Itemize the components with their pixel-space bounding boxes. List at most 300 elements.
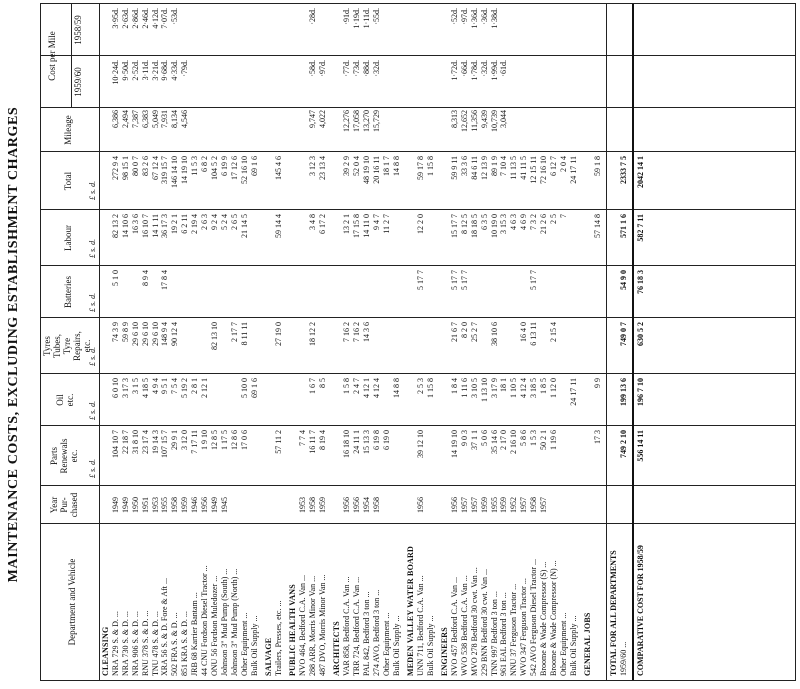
cell-cpm1: 2·52d. <box>130 60 140 81</box>
header-department: Department and Vehicle <box>67 558 77 646</box>
cell-labour: 10 19 0 <box>489 214 499 238</box>
cell-year: 1955 <box>489 497 499 513</box>
cell-year: 1951 <box>140 497 150 513</box>
cell-batteries: 5 1 0 <box>110 270 120 286</box>
cell-tyres: 82 13 10 <box>209 322 219 350</box>
column-rule <box>41 265 795 266</box>
cell-oil: 7 5 4 <box>170 378 180 394</box>
cell-cpm2: 2·63d. <box>120 8 130 29</box>
cell-total: 24 17 11 <box>568 156 578 184</box>
cell-parts: 2 16 10 <box>509 430 519 454</box>
cell-tyres: 16 4 0 <box>519 322 529 342</box>
cell-mileage: 6,383 <box>140 110 150 128</box>
cell-name: 229 BNN Bedford 30 cwt. Van ... <box>479 569 489 676</box>
column-rule <box>41 485 795 486</box>
cell-name: NRA 729 S. & D. ... <box>110 611 120 676</box>
cell-name: TRR 724, Bedford C.A. Van ... <box>351 576 361 676</box>
cell-year: 1957 <box>469 497 479 513</box>
cell-year: 1959 <box>180 497 190 513</box>
header-tyres <box>42 318 92 374</box>
cell-parts: 9 0 3 <box>459 430 469 446</box>
header-cost-per-mile: Cost per Mile <box>47 31 57 81</box>
cell-cpm2: 4·12d. <box>150 8 160 29</box>
column-rule <box>41 425 795 426</box>
cell-tyres: 29 6 10 <box>140 322 150 346</box>
cell-oil: 1 10 5 <box>509 378 519 398</box>
cell-oil: 1 13 10 <box>479 378 489 402</box>
totals-rule <box>606 4 607 680</box>
cell-total: 72 16 10 <box>539 156 549 184</box>
comparative-batteries: 76 18 3 <box>636 270 646 294</box>
cell-total: 48 19 10 <box>361 156 371 184</box>
column-rule <box>41 55 795 56</box>
unit-parts: £ s. d. <box>88 458 97 478</box>
cell-name: NRA 730 S. & D. ... <box>120 611 130 676</box>
cell-year: 1958 <box>529 497 539 513</box>
section-title: MEDEN VALLEY WATER BOARD <box>405 546 415 676</box>
cell-tyres: 7 16 2 <box>342 322 352 342</box>
totals-sublabel: 1959/60 ... <box>619 641 629 676</box>
cell-total: 80 0 7 <box>130 156 140 176</box>
cell-cpm2: ·55d. <box>371 8 381 25</box>
cell-oil: 1 12 0 <box>548 378 558 398</box>
cell-tyres: 8 11 11 <box>239 322 249 346</box>
cell-total: 84 6 11 <box>469 156 479 180</box>
column-rule <box>41 107 795 108</box>
cell-oil: 69 1 6 <box>249 378 259 398</box>
cell-total: 14 8 8 <box>391 156 401 176</box>
cell-oil: 3 18 5 <box>529 378 539 398</box>
header-tyres-line: Tubes, <box>52 334 62 358</box>
cell-total: 18 1 7 <box>381 156 391 176</box>
cell-labour: 11 2 7 <box>381 214 391 234</box>
cell-total: 145 4 6 <box>273 156 283 180</box>
cell-tyres: 21 6 7 <box>449 322 459 342</box>
cell-cpm1: ·32d. <box>479 60 489 77</box>
cell-cpm2: ·28d. <box>307 8 317 25</box>
cell-year: 1956 <box>351 497 361 513</box>
cell-labour: 3 15 3 <box>499 214 509 234</box>
cell-batteries: 8 9 4 <box>140 270 150 286</box>
cell-cpm2: 1·38d. <box>489 8 499 29</box>
cell-cpm2: ·91d. <box>342 8 352 25</box>
cell-parts: 17 3 <box>593 430 603 444</box>
cell-total: 89 1 9 <box>489 156 499 176</box>
cell-labour: 57 14 8 <box>593 214 603 238</box>
cell-labour: 13 2 1 <box>342 214 352 234</box>
cell-oil: 1 8 5 <box>539 378 549 394</box>
cell-year: 1946 <box>190 497 200 513</box>
cell-name: WVO 538 Bedford C.A. Van ... <box>459 575 469 676</box>
cell-name: Other Equipment ... <box>558 612 568 676</box>
cell-mileage: 17,058 <box>351 110 361 132</box>
cell-cpm1: ·61d. <box>499 60 509 77</box>
cell-mileage: 5,049 <box>150 110 160 128</box>
cell-oil: 6 0 10 <box>110 378 120 398</box>
cell-labour: 15 17 7 <box>449 214 459 238</box>
cell-parts: 2 17 0 <box>499 430 509 450</box>
cell-mileage: 7,931 <box>160 110 170 128</box>
cell-total: 83 2 6 <box>140 156 150 176</box>
header-parts-line: Parts <box>49 447 59 465</box>
header-cpm-1958: 1958/59 <box>73 15 83 45</box>
cell-total: 104 5 2 <box>209 156 219 180</box>
cell-oil: 3 1 5 <box>130 378 140 394</box>
cell-mileage: 4,022 <box>317 110 327 128</box>
header-year-line: Pur- <box>59 497 69 513</box>
cell-tyres: 7 16 2 <box>351 322 361 342</box>
cell-parts: 16 18 10 <box>342 430 352 458</box>
cell-labour: 82 13 2 <box>110 214 120 238</box>
cell-oil: 3 17 9 <box>489 378 499 398</box>
cell-cpm1: 1·78d. <box>469 60 479 81</box>
cell-labour: 12 2 0 <box>415 214 425 234</box>
column-rule <box>41 373 795 374</box>
cell-parts: 35 14 6 <box>489 430 499 454</box>
header-rule <box>99 4 100 680</box>
cell-parts: 15 13 3 <box>361 430 371 454</box>
cell-tyres: 74 3 9 <box>110 322 120 342</box>
cell-labour: 21 2 6 <box>539 214 549 234</box>
cell-cpm2: 1·19d. <box>351 8 361 29</box>
cell-oil: 9 5 1 <box>160 378 170 394</box>
cell-oil: 5 19 2 <box>180 378 190 398</box>
cell-parts: 19 14 3 <box>150 430 160 454</box>
cell-cpm1: 3·11d. <box>140 60 150 81</box>
cell-labour: 8 12 5 <box>459 214 469 234</box>
cell-labour: 14 10 6 <box>120 214 130 238</box>
cell-cpm2: 1·36d. <box>469 8 479 29</box>
cell-year: 1959 <box>317 497 327 513</box>
comparative-tyres: 630 5 2 <box>636 322 646 346</box>
cell-parts: 12 8 5 <box>209 430 219 450</box>
cell-oil: 4 18 5 <box>140 378 150 398</box>
cell-parts: 104 10 7 <box>110 430 120 458</box>
cell-labour: 7 3 2 <box>529 214 539 230</box>
cell-total: 6 8 2 <box>200 156 209 172</box>
cell-cpm2: ·52d. <box>449 8 459 25</box>
cell-labour: 21 14 5 <box>239 214 249 238</box>
cell-oil: 9 9 <box>593 378 603 388</box>
cell-tyres: 148 9 4 <box>160 322 170 346</box>
cell-labour: 59 14 4 <box>273 214 283 238</box>
section-title: ENGINEERS <box>440 627 450 676</box>
cell-parts: 24 11 1 <box>351 430 361 454</box>
cell-name: VAR 858, Bedford C.A. Van ... <box>342 576 352 676</box>
cell-cpm1: ·66d. <box>459 60 469 77</box>
comparative-total: 2042 14 1 <box>636 156 646 188</box>
cell-mileage: 6,386 <box>110 110 120 128</box>
cell-labour: 4 6 3 <box>509 214 519 230</box>
cell-cpm1: ·77d. <box>342 60 352 77</box>
cell-mileage: 9,747 <box>307 110 317 128</box>
header-oil-line: etc. <box>65 393 75 407</box>
cell-cpm1: 1·72d. <box>449 60 459 81</box>
cell-labour: 5 2 4 <box>219 214 229 230</box>
cell-oil: 2 12 1 <box>200 378 209 398</box>
cell-oil: 14 8 8 <box>391 378 401 398</box>
comparative-oil: 196 7 10 <box>636 378 646 406</box>
cell-tyres: 38 10 6 <box>489 322 499 346</box>
totals-total: 2333 7 5 <box>619 156 629 184</box>
cell-name: 274 AVO, Bedford 3 ton ... <box>371 589 381 676</box>
header-cpm-1959: 1959/60 <box>73 67 83 97</box>
unit-tyres: £ s. d. <box>88 346 97 366</box>
cell-parts: 7 17 11 <box>190 430 200 454</box>
cell-oil: 2 4 7 <box>351 378 361 394</box>
cell-tyres: 18 12 2 <box>307 322 317 346</box>
cell-total: 59 17 8 <box>415 156 425 180</box>
cell-name: JRB 68 Karrier Bantam ... <box>190 592 200 676</box>
cell-total: 52 0 4 <box>351 156 361 176</box>
header-mileage: Mileage <box>63 115 73 145</box>
cell-oil: 1 8 4 <box>449 378 459 394</box>
header-total: Total <box>63 171 73 191</box>
cell-year: 1954 <box>361 497 371 513</box>
cell-cpm1: ·58d. <box>307 60 317 77</box>
cell-name: Broome & Wade Compressor (S) ... <box>539 561 549 676</box>
page-title: MAINTENANCE COSTS, EXCLUDING ESTABLISHMENT CHARGES <box>6 106 21 583</box>
cell-cpm2: 2·46d. <box>140 8 150 29</box>
cell-labour: 6 2 11 <box>180 214 190 234</box>
cell-total: 146 14 10 <box>170 156 180 188</box>
cell-oil: 1 6 7 <box>307 378 317 394</box>
cell-name: Bulk Oil Supply ... <box>568 615 578 676</box>
cell-mileage: 7,387 <box>130 110 140 128</box>
section-title: PUBLIC HEALTH VANS <box>288 584 298 676</box>
unit-oil: £ s. d. <box>88 400 97 420</box>
cell-name: 542 AVO Ferguson Diesel Tractor ... <box>529 558 539 676</box>
cell-parts: 8 19 4 <box>317 430 327 450</box>
cell-parts: 17 0 6 <box>239 430 249 450</box>
header-tyres-line: etc. <box>82 339 92 353</box>
cell-total: 319 15 7 <box>160 156 170 184</box>
cell-cpm1: ·88d. <box>361 60 371 77</box>
comparative-parts: 556 14 11 <box>636 430 646 462</box>
cell-oil: 2 8 1 <box>190 378 200 394</box>
cell-total: 17 12 6 <box>229 156 239 180</box>
cell-oil: 5 10 0 <box>239 378 249 398</box>
cell-batteries: 5 17 7 <box>529 270 539 290</box>
cell-mileage: 10,739 <box>489 110 499 132</box>
cell-cpm2: ·97d. <box>459 8 469 25</box>
cell-name: XRA 56 S. & D. Fore & Aft ... <box>160 577 170 676</box>
cell-name: 288 ARR, Morris Minor Van ... <box>307 575 317 676</box>
cell-tyres: 2 17 7 <box>229 322 239 342</box>
cell-mileage: 15,729 <box>371 110 381 132</box>
cell-total: 41 11 5 <box>519 156 529 180</box>
header-parts-line: Renewals <box>59 438 69 474</box>
cell-oil: 4 12 4 <box>371 378 381 398</box>
cell-mileage: 8,134 <box>170 110 180 128</box>
cell-name: Trailers, Presses, etc. ... <box>273 600 283 676</box>
cell-labour: 2 6 5 <box>229 214 239 230</box>
unit-total: £ s. d. <box>88 180 97 200</box>
cell-total: 59 1 8 <box>593 156 603 176</box>
header-oil <box>55 374 75 426</box>
cell-year: 1952 <box>509 497 519 513</box>
cell-batteries: 5 17 7 <box>449 270 459 290</box>
cell-parts: 14 19 10 <box>449 430 459 458</box>
cell-parts: 1 19 6 <box>548 430 558 450</box>
cell-parts: 22 18 7 <box>120 430 130 454</box>
cell-oil: 4 12 1 <box>361 378 371 398</box>
cell-labour: 18 18 5 <box>469 214 479 238</box>
cell-cpm2: 2·86d. <box>130 8 140 29</box>
column-rule <box>41 523 795 524</box>
cell-cpm1: 3·21d. <box>150 60 160 81</box>
cell-cpm2: ·36d. <box>479 8 489 25</box>
cell-oil: 3 17 3 <box>120 378 130 398</box>
cell-total: 6 12 7 <box>548 156 558 176</box>
header-year <box>49 486 79 524</box>
cell-name: 502 FRA S. & D. ... <box>170 612 180 676</box>
section-title: GENERAL JOBS <box>583 612 593 676</box>
cell-tyres: 8 2 0 <box>459 322 469 338</box>
cell-tyres: 59 8 9 <box>120 322 130 342</box>
cell-name: NRA 906 S. & D. ... <box>130 611 140 676</box>
cell-cpm1: ·32d. <box>371 60 381 77</box>
cell-name: Other Equipment ... <box>239 612 249 676</box>
cell-year: 1949 <box>110 497 120 513</box>
header-batteries: Batteries <box>63 276 73 308</box>
cell-oil: 3 10 5 <box>469 378 479 398</box>
cell-cpm1: 9·68d. <box>160 60 170 81</box>
cell-parts: 29 9 1 <box>170 430 180 450</box>
cell-name: RNU 378 S. & D. ... <box>140 610 150 676</box>
cell-name: ONU 56 Fordson Muledozer ... <box>209 575 219 676</box>
cell-oil: 18 1 <box>499 378 509 392</box>
cell-year: 1959 <box>479 497 489 513</box>
cell-year: 1958 <box>307 497 317 513</box>
cell-oil: 4 9 4 <box>150 378 160 394</box>
cell-mileage: 2,494 <box>120 110 130 128</box>
cell-mileage: 4,546 <box>180 110 190 128</box>
cell-total: 6 19 9 <box>219 156 229 176</box>
cell-total: 1 15 8 <box>425 156 435 176</box>
cell-cpm1: ·79d. <box>180 60 190 77</box>
cell-total: 20 16 11 <box>371 156 381 184</box>
cell-batteries: 5 17 7 <box>415 270 425 290</box>
cell-total: 272 9 4 <box>110 156 120 180</box>
header-tyres-line: Tyre <box>62 337 72 355</box>
totals-batteries: 54 9 0 <box>619 270 629 290</box>
cell-parts: 3 12 0 <box>180 430 190 450</box>
header-parts <box>49 426 79 486</box>
cell-year: 1950 <box>130 497 140 513</box>
cell-year: 1958 <box>371 497 381 513</box>
cell-total: 7 10 4 <box>499 156 509 176</box>
cell-name: NVO 464, Bedford C.A. Van ... <box>298 575 307 676</box>
cell-name: 487 DVO, Morris Minor Van ... <box>317 574 327 676</box>
cell-name: TNU 478 S. & D. ... <box>150 611 160 676</box>
cell-oil: 2 5 3 <box>415 378 425 394</box>
cell-name: UNN 711, Bedford C.A. Van ... <box>415 575 425 676</box>
cell-tyres: 29 6 10 <box>130 322 140 346</box>
cell-labour: 2 19 4 <box>190 214 200 234</box>
cell-labour: 16 3 6 <box>130 214 140 234</box>
cell-year: 1953 <box>150 497 160 513</box>
cell-parts: 23 17 4 <box>140 430 150 454</box>
header-year-line: chased <box>69 492 79 518</box>
cell-total: 39 2 9 <box>342 156 352 176</box>
column-rule <box>41 317 795 318</box>
cell-year: 1956 <box>449 497 459 513</box>
cell-name: Other Equipment ... <box>381 612 391 676</box>
cell-year: 1956 <box>200 497 209 513</box>
cell-total: 14 19 10 <box>180 156 190 184</box>
totals-labour: 571 1 6 <box>619 214 629 238</box>
cell-total: 69 1 6 <box>249 156 259 176</box>
cell-labour: 9 4 7 <box>371 214 381 230</box>
cell-name: 851 KRA S. & D. ... <box>180 611 190 676</box>
cell-total: 59 9 11 <box>449 156 459 180</box>
cell-total: 52 16 10 <box>239 156 249 184</box>
cell-mileage: 13,270 <box>361 110 371 132</box>
cell-total: 98 15 1 <box>120 156 130 180</box>
cell-year: 1953 <box>298 497 307 513</box>
cell-parts: 31 8 10 <box>130 430 140 454</box>
cell-mileage: 3,044 <box>499 110 509 128</box>
cell-total: 12 13 9 <box>479 156 489 180</box>
cell-parts: 1 17 5 <box>219 430 229 450</box>
cell-total: 12 15 11 <box>529 156 539 184</box>
cell-cpm1: 9·50d. <box>120 60 130 81</box>
cell-mileage: 9,439 <box>479 110 489 128</box>
cost-per-mile-rule <box>71 4 72 108</box>
header-labour: Labour <box>63 225 73 251</box>
cell-tyres: 27 19 0 <box>273 322 283 346</box>
cell-year: 1957 <box>519 497 529 513</box>
comparative-rule <box>632 4 634 680</box>
cell-tyres: 6 13 11 <box>529 322 539 346</box>
unit-labour: £ s. d. <box>88 238 97 258</box>
cell-labour: 2 5 <box>548 214 558 224</box>
cell-cpm1: 10·24d. <box>110 60 120 85</box>
cell-labour: 9 2 4 <box>209 214 219 230</box>
cell-batteries: 17 8 4 <box>160 270 170 290</box>
cell-total: 67 12 4 <box>150 156 160 180</box>
cell-labour: 6 17 2 <box>317 214 327 234</box>
cell-labour: 17 15 8 <box>351 214 361 238</box>
column-rule <box>41 209 795 210</box>
cell-name: Johnson 3" Mud Pump (North) ... <box>229 568 239 676</box>
cell-name: TNN 997 Bedford 3 ton ... <box>489 591 499 676</box>
cell-cpm1: ·97d. <box>317 60 327 77</box>
cell-labour: 4 6 9 <box>519 214 529 230</box>
column-rule <box>41 151 795 152</box>
totals-parts: 749 2 10 <box>619 430 629 458</box>
cell-cpm1: 4·33d. <box>170 60 180 81</box>
cell-oil: 8 5 <box>317 378 327 388</box>
cell-year: 1957 <box>539 497 549 513</box>
cell-oil: 4 12 4 <box>519 378 529 398</box>
cell-labour: 36 17 3 <box>160 214 170 238</box>
section-title: SALVAGE <box>263 637 273 676</box>
cell-name: Broome & Wade Compressor (N) ... <box>548 560 558 676</box>
cell-total: 23 13 4 <box>317 156 327 180</box>
cell-name: 961 EAL Bedford 3 ton ... <box>499 592 509 676</box>
comparative-labour: 582 7 11 <box>636 214 646 242</box>
cell-tyres: 90 12 4 <box>170 322 180 346</box>
cell-oil: 24 17 11 <box>568 378 578 406</box>
cell-parts: 37 1 1 <box>469 430 479 450</box>
totals-tyres: 749 0 7 <box>619 322 629 346</box>
cell-parts: 50 2 1 <box>539 430 549 450</box>
cell-total: 2 0 4 <box>558 156 568 172</box>
cell-name: Bulk Oil Supply ... <box>425 615 435 676</box>
header-year-line: Year <box>49 496 59 514</box>
